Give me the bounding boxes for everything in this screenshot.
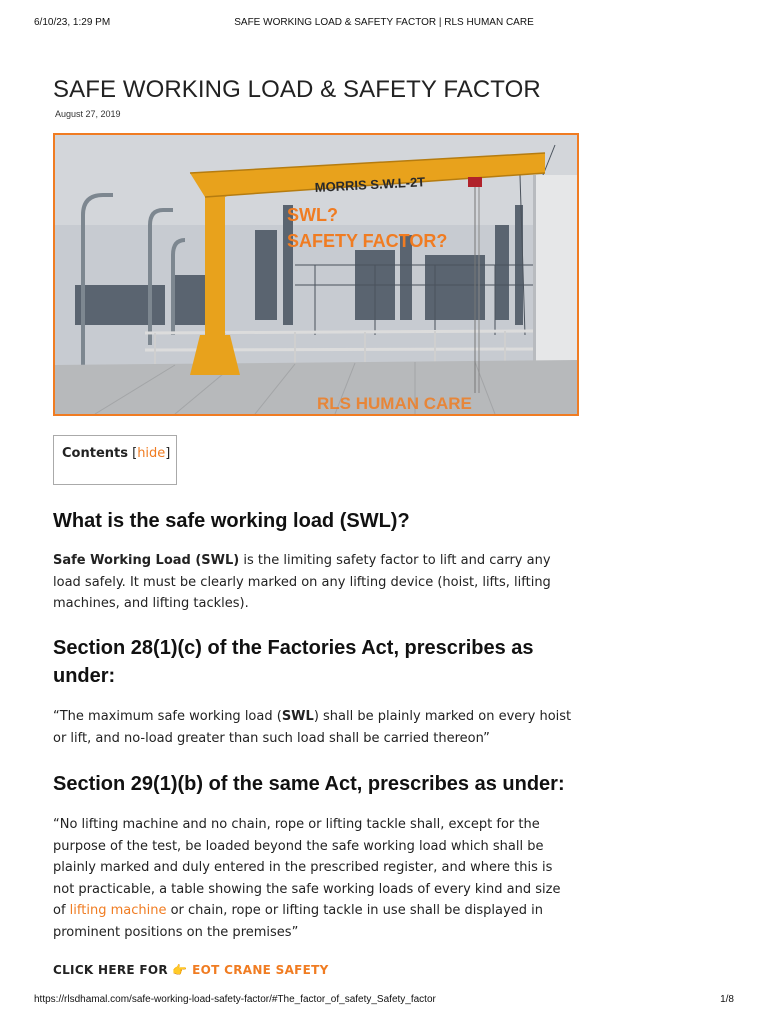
overlay-swl: SWL? xyxy=(287,205,338,225)
toc-title: Contents xyxy=(62,446,128,461)
cta-prefix: CLICK HERE FOR xyxy=(53,963,168,977)
swl-body: is the limiting safety factor to lift and carry any load safely. It must be clearly marked on any lifting device (hoist, lifts, lifting machines, and lifting tackles). xyxy=(53,553,551,611)
cta-line xyxy=(53,963,329,977)
print-page-title: SAFE WORKING LOAD & SAFETY FACTOR | RLS HUMAN CARE xyxy=(234,17,534,28)
print-footer xyxy=(0,994,768,1008)
eot-crane-safety-link[interactable]: EOT CRANE SAFETY xyxy=(192,963,329,977)
print-url: https://rlsdhamal.com/safe-working-load-safety-factor/#The_factor_of_safety_Safety_factor xyxy=(34,994,436,1005)
quote-section-29 xyxy=(53,814,573,943)
heading-section-28: Section 28(1)(c) of the Factories Act, prescribes as under: xyxy=(53,637,534,687)
s28-quote-post: ) shall be plainly marked on every hoist or lift, and no-load greater than such load shall be carried thereon” xyxy=(53,709,572,746)
print-header xyxy=(0,17,768,31)
paragraph-swl xyxy=(53,550,573,615)
s28-quote-pre: “The maximum safe working load ( xyxy=(53,709,282,724)
heading-swl: What is the safe working load (SWL)? xyxy=(53,510,410,532)
watermark: RLS HUMAN CARE xyxy=(317,394,472,413)
print-page-number: 1/8 xyxy=(720,994,734,1005)
lifting-machine-link[interactable]: lifting machine xyxy=(69,903,167,918)
article-date: August 27, 2019 xyxy=(55,109,121,119)
toc-close-bracket: ] xyxy=(165,446,171,461)
s29-quote-pre: “No lifting machine and no chain, rope or lifting tackle shall, except for the purpose of the test, be loaded beyond the safe working load which shall be plainly marked and duly entered in the prescribed register, and where this is not practicable, a table showing the safe working loads of every kind and size of xyxy=(53,817,561,918)
table-of-contents xyxy=(53,435,177,485)
s28-quote-bold: SWL xyxy=(281,709,314,724)
swl-lead: Safe Working Load (SWL) xyxy=(53,553,240,568)
crane-label: MORRIS S.W.L-2T xyxy=(314,174,426,195)
crane-illustration xyxy=(55,135,577,414)
toc-open-bracket: [ xyxy=(132,446,138,461)
quote-section-28 xyxy=(53,706,573,749)
article-title: SAFE WORKING LOAD & SAFETY FACTOR xyxy=(53,76,541,103)
s29-quote-post: or chain, rope or lifting tackle in use shall be displayed in prominent positions on the premises” xyxy=(53,903,543,940)
hero-image xyxy=(53,133,579,416)
heading-section-29: Section 29(1)(b) of the same Act, prescribes as under: xyxy=(53,773,565,795)
pointing-hand-icon: 👉 xyxy=(172,963,188,977)
toc-hide-link[interactable]: hide xyxy=(137,446,166,461)
print-datetime: 6/10/23, 1:29 PM xyxy=(34,17,111,28)
overlay-safety-factor: SAFETY FACTOR? xyxy=(287,231,448,251)
